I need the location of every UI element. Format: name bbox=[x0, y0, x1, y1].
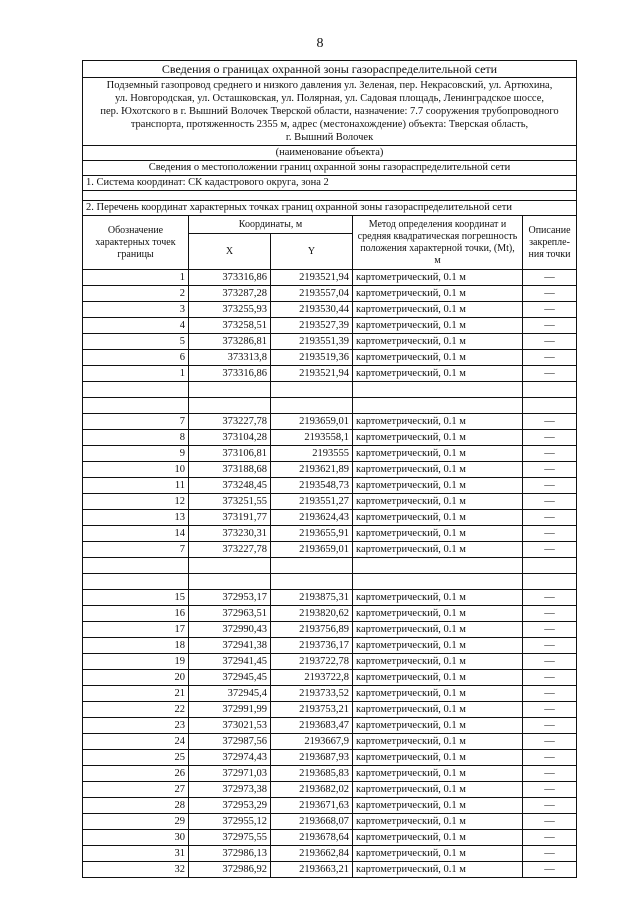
object-description-line: транспорта, протяженность 2355 м, адрес (местонахождение) объекта: Тверская область, bbox=[130, 119, 529, 130]
table-row bbox=[83, 702, 577, 718]
coord-x: 372991,99 bbox=[189, 702, 271, 718]
point-number: 10 bbox=[83, 462, 189, 478]
blank-row bbox=[83, 574, 577, 590]
point-number: 31 bbox=[83, 846, 189, 862]
table-row bbox=[83, 430, 577, 446]
method: картометрический, 0.1 м bbox=[353, 590, 523, 606]
point-description: — bbox=[523, 686, 577, 702]
blank-row bbox=[83, 398, 577, 414]
coord-y: 2193655,91 bbox=[271, 526, 353, 542]
coord-x: 373248,45 bbox=[189, 478, 271, 494]
coord-x: 373316,86 bbox=[189, 366, 271, 382]
point-number: 21 bbox=[83, 686, 189, 702]
coord-x: 373286,81 bbox=[189, 334, 271, 350]
method: картометрический, 0.1 м bbox=[353, 430, 523, 446]
point-description: — bbox=[523, 366, 577, 382]
point-description: — bbox=[523, 654, 577, 670]
point-description: — bbox=[523, 814, 577, 830]
point-number: 4 bbox=[83, 318, 189, 334]
coord-x: 373316,86 bbox=[189, 270, 271, 286]
coord-x: 373287,28 bbox=[189, 286, 271, 302]
coord-y: 2193753,21 bbox=[271, 702, 353, 718]
blank-cell bbox=[353, 558, 523, 574]
table-row bbox=[83, 814, 577, 830]
method: картометрический, 0.1 м bbox=[353, 334, 523, 350]
method: картометрический, 0.1 м bbox=[353, 622, 523, 638]
coord-y: 2193756,89 bbox=[271, 622, 353, 638]
point-description: — bbox=[523, 798, 577, 814]
coord-x: 372945,4 bbox=[189, 686, 271, 702]
object-description-line: г. Вышний Волочек bbox=[285, 132, 374, 143]
method: картометрический, 0.1 м bbox=[353, 606, 523, 622]
protection-zone-sheet bbox=[82, 60, 576, 878]
coord-x: 373251,55 bbox=[189, 494, 271, 510]
location-title: Сведения о местоположении границ охранной зоны газораспределительной сети bbox=[83, 161, 577, 176]
blank-cell bbox=[189, 558, 271, 574]
coord-x: 373230,31 bbox=[189, 526, 271, 542]
point-number: 23 bbox=[83, 718, 189, 734]
point-description: — bbox=[523, 302, 577, 318]
points-list-title: 2. Перечень координат характерных точках границ охранной зоны газораспределительной сети bbox=[83, 201, 577, 216]
method: картометрический, 0.1 м bbox=[353, 798, 523, 814]
method: картометрический, 0.1 м bbox=[353, 414, 523, 430]
point-description: — bbox=[523, 494, 577, 510]
method: картометрический, 0.1 м bbox=[353, 542, 523, 558]
point-description: — bbox=[523, 606, 577, 622]
point-number: 17 bbox=[83, 622, 189, 638]
table-row bbox=[83, 734, 577, 750]
table-row bbox=[83, 862, 577, 878]
object-description bbox=[83, 78, 577, 146]
header-method: Метод определения координат и средняя квадратическая погрешность положения характерной точки, (Mt), м bbox=[353, 216, 523, 270]
blank-cell bbox=[189, 382, 271, 398]
point-number: 29 bbox=[83, 814, 189, 830]
coord-y: 2193678,64 bbox=[271, 830, 353, 846]
coord-y: 2193683,47 bbox=[271, 718, 353, 734]
coord-y: 2193621,89 bbox=[271, 462, 353, 478]
coord-y: 2193555 bbox=[271, 446, 353, 462]
object-name-label: (наименование объекта) bbox=[83, 146, 577, 161]
point-description: — bbox=[523, 750, 577, 766]
point-description: — bbox=[523, 718, 577, 734]
table-row bbox=[83, 654, 577, 670]
section-title: Сведения о границах охранной зоны газораспределительной сети bbox=[83, 61, 577, 78]
method: картометрический, 0.1 м bbox=[353, 830, 523, 846]
method: картометрический, 0.1 м bbox=[353, 766, 523, 782]
coord-y: 2193722,78 bbox=[271, 654, 353, 670]
method: картометрический, 0.1 м bbox=[353, 286, 523, 302]
point-number: 7 bbox=[83, 542, 189, 558]
blank-row bbox=[83, 558, 577, 574]
protection-zone-table bbox=[82, 60, 577, 878]
table-row bbox=[83, 846, 577, 862]
table-row bbox=[83, 286, 577, 302]
point-description: — bbox=[523, 782, 577, 798]
point-number: 12 bbox=[83, 494, 189, 510]
coord-y: 2193820,62 bbox=[271, 606, 353, 622]
blank-cell bbox=[189, 398, 271, 414]
table-row bbox=[83, 350, 577, 366]
blank-row bbox=[83, 382, 577, 398]
coord-y: 2193527,39 bbox=[271, 318, 353, 334]
coord-y: 2193668,07 bbox=[271, 814, 353, 830]
table-row bbox=[83, 462, 577, 478]
blank-cell bbox=[83, 382, 189, 398]
coord-y: 2193667,9 bbox=[271, 734, 353, 750]
table-row bbox=[83, 798, 577, 814]
point-description: — bbox=[523, 334, 577, 350]
table-row bbox=[83, 318, 577, 334]
method: картометрический, 0.1 м bbox=[353, 814, 523, 830]
coord-x: 372975,55 bbox=[189, 830, 271, 846]
coord-y: 2193722,8 bbox=[271, 670, 353, 686]
method: картометрический, 0.1 м bbox=[353, 654, 523, 670]
point-number: 16 bbox=[83, 606, 189, 622]
point-number: 7 bbox=[83, 414, 189, 430]
method: картометрический, 0.1 м bbox=[353, 510, 523, 526]
coord-x: 372987,56 bbox=[189, 734, 271, 750]
table-row bbox=[83, 606, 577, 622]
method: картометрический, 0.1 м bbox=[353, 846, 523, 862]
table-row bbox=[83, 686, 577, 702]
coord-y: 2193682,02 bbox=[271, 782, 353, 798]
point-description: — bbox=[523, 862, 577, 878]
coord-x: 372955,12 bbox=[189, 814, 271, 830]
point-description: — bbox=[523, 830, 577, 846]
point-description: — bbox=[523, 702, 577, 718]
coord-y: 2193557,04 bbox=[271, 286, 353, 302]
method: картометрический, 0.1 м bbox=[353, 350, 523, 366]
point-number: 5 bbox=[83, 334, 189, 350]
point-number: 14 bbox=[83, 526, 189, 542]
point-number: 9 bbox=[83, 446, 189, 462]
table-row bbox=[83, 590, 577, 606]
method: картометрический, 0.1 м bbox=[353, 478, 523, 494]
coord-y: 2193519,36 bbox=[271, 350, 353, 366]
table-row bbox=[83, 638, 577, 654]
point-number: 25 bbox=[83, 750, 189, 766]
point-description: — bbox=[523, 414, 577, 430]
point-number: 1 bbox=[83, 366, 189, 382]
table-row bbox=[83, 478, 577, 494]
coord-x: 372941,38 bbox=[189, 638, 271, 654]
blank-cell bbox=[271, 574, 353, 590]
point-number: 24 bbox=[83, 734, 189, 750]
point-description: — bbox=[523, 670, 577, 686]
table-row bbox=[83, 750, 577, 766]
coord-x: 373227,78 bbox=[189, 414, 271, 430]
header-x: X bbox=[189, 234, 271, 270]
table-row bbox=[83, 414, 577, 430]
point-description: — bbox=[523, 270, 577, 286]
blank-cell bbox=[83, 398, 189, 414]
header-block bbox=[83, 61, 577, 216]
coord-y: 2193551,27 bbox=[271, 494, 353, 510]
blank-cell bbox=[353, 382, 523, 398]
coord-y: 2193659,01 bbox=[271, 414, 353, 430]
spacer-row bbox=[83, 191, 577, 201]
method: картометрический, 0.1 м bbox=[353, 734, 523, 750]
coord-x: 373104,28 bbox=[189, 430, 271, 446]
point-description: — bbox=[523, 734, 577, 750]
points-body bbox=[83, 270, 577, 878]
blank-cell bbox=[523, 558, 577, 574]
blank-cell bbox=[353, 574, 523, 590]
coord-x: 372971,03 bbox=[189, 766, 271, 782]
coord-x: 373258,51 bbox=[189, 318, 271, 334]
method: картометрический, 0.1 м bbox=[353, 750, 523, 766]
coord-x: 372963,51 bbox=[189, 606, 271, 622]
blank-cell bbox=[523, 398, 577, 414]
coord-y: 2193558,1 bbox=[271, 430, 353, 446]
object-description-line: ул. Новгородская, ул. Осташковская, ул. Полярная, ул. Садовая площадь, Ленинградское шоссе, bbox=[115, 93, 544, 104]
point-number: 20 bbox=[83, 670, 189, 686]
coord-y: 2193671,63 bbox=[271, 798, 353, 814]
point-number: 1 bbox=[83, 270, 189, 286]
coord-y: 2193659,01 bbox=[271, 542, 353, 558]
table-row bbox=[83, 302, 577, 318]
point-number: 11 bbox=[83, 478, 189, 494]
point-number: 27 bbox=[83, 782, 189, 798]
point-number: 19 bbox=[83, 654, 189, 670]
coord-y: 2193548,73 bbox=[271, 478, 353, 494]
table-row bbox=[83, 830, 577, 846]
blank-cell bbox=[271, 398, 353, 414]
blank-cell bbox=[271, 382, 353, 398]
method: картометрический, 0.1 м bbox=[353, 638, 523, 654]
coord-x: 372990,43 bbox=[189, 622, 271, 638]
coord-x: 373106,81 bbox=[189, 446, 271, 462]
point-description: — bbox=[523, 478, 577, 494]
point-description: — bbox=[523, 286, 577, 302]
table-row bbox=[83, 510, 577, 526]
point-number: 8 bbox=[83, 430, 189, 446]
coordinate-system: 1. Система координат: СК кадастрового округа, зона 2 bbox=[83, 176, 577, 191]
table-row bbox=[83, 494, 577, 510]
coord-y: 2193685,83 bbox=[271, 766, 353, 782]
coord-x: 373227,78 bbox=[189, 542, 271, 558]
page-number: 8 bbox=[316, 36, 324, 51]
point-description: — bbox=[523, 590, 577, 606]
table-row bbox=[83, 718, 577, 734]
method: картометрический, 0.1 м bbox=[353, 318, 523, 334]
point-number: 28 bbox=[83, 798, 189, 814]
coord-y: 2193624,43 bbox=[271, 510, 353, 526]
point-number: 6 bbox=[83, 350, 189, 366]
coord-y: 2193521,94 bbox=[271, 366, 353, 382]
point-description: — bbox=[523, 526, 577, 542]
coord-x: 373021,53 bbox=[189, 718, 271, 734]
point-description: — bbox=[523, 430, 577, 446]
point-number: 26 bbox=[83, 766, 189, 782]
header-y: Y bbox=[271, 234, 353, 270]
coord-x: 373255,93 bbox=[189, 302, 271, 318]
object-description-line: пер. Юхотского в г. Вышний Волочек Тверской области, назначение: 7.7 сооружения трубопроводного bbox=[100, 106, 559, 117]
coord-y: 2193736,17 bbox=[271, 638, 353, 654]
blank-cell bbox=[523, 382, 577, 398]
coord-x: 372986,92 bbox=[189, 862, 271, 878]
blank-cell bbox=[353, 398, 523, 414]
header-description: Описание закрепле-ния точки bbox=[523, 216, 577, 270]
coord-y: 2193530,44 bbox=[271, 302, 353, 318]
coord-x: 373191,77 bbox=[189, 510, 271, 526]
point-number: 3 bbox=[83, 302, 189, 318]
blank-cell bbox=[83, 558, 189, 574]
blank-cell bbox=[189, 574, 271, 590]
coord-y: 2193663,21 bbox=[271, 862, 353, 878]
coord-x: 372953,29 bbox=[189, 798, 271, 814]
point-description: — bbox=[523, 542, 577, 558]
method: картометрический, 0.1 м bbox=[353, 270, 523, 286]
point-number: 13 bbox=[83, 510, 189, 526]
method: картометрический, 0.1 м bbox=[353, 718, 523, 734]
point-description: — bbox=[523, 318, 577, 334]
coord-y: 2193875,31 bbox=[271, 590, 353, 606]
point-description: — bbox=[523, 846, 577, 862]
table-row bbox=[83, 622, 577, 638]
point-number: 18 bbox=[83, 638, 189, 654]
coord-y: 2193687,93 bbox=[271, 750, 353, 766]
table-row bbox=[83, 446, 577, 462]
method: картометрический, 0.1 м bbox=[353, 862, 523, 878]
coord-y: 2193521,94 bbox=[271, 270, 353, 286]
blank-cell bbox=[83, 574, 189, 590]
coord-x: 372945,45 bbox=[189, 670, 271, 686]
point-description: — bbox=[523, 446, 577, 462]
method: картометрический, 0.1 м bbox=[353, 686, 523, 702]
blank-cell bbox=[271, 558, 353, 574]
method: картометрический, 0.1 м bbox=[353, 670, 523, 686]
coord-x: 372941,45 bbox=[189, 654, 271, 670]
coord-y: 2193551,39 bbox=[271, 334, 353, 350]
point-number: 30 bbox=[83, 830, 189, 846]
object-description-line: Подземный газопровод среднего и низкого давления ул. Зеленая, пер. Некрасовский, ул. Артюхина, bbox=[106, 80, 553, 91]
coord-x: 373313,8 bbox=[189, 350, 271, 366]
table-row bbox=[83, 766, 577, 782]
coord-x: 372974,43 bbox=[189, 750, 271, 766]
point-description: — bbox=[523, 462, 577, 478]
method: картометрический, 0.1 м bbox=[353, 462, 523, 478]
coord-x: 372973,38 bbox=[189, 782, 271, 798]
coord-y: 2193662,84 bbox=[271, 846, 353, 862]
table-row bbox=[83, 526, 577, 542]
table-row bbox=[83, 670, 577, 686]
header-coords: Координаты, м bbox=[189, 216, 353, 234]
table-row bbox=[83, 366, 577, 382]
point-description: — bbox=[523, 622, 577, 638]
blank-cell bbox=[523, 574, 577, 590]
column-headers bbox=[83, 216, 577, 270]
coord-y: 2193733,52 bbox=[271, 686, 353, 702]
point-number: 32 bbox=[83, 862, 189, 878]
method: картометрический, 0.1 м bbox=[353, 302, 523, 318]
point-description: — bbox=[523, 766, 577, 782]
point-description: — bbox=[523, 350, 577, 366]
table-row bbox=[83, 334, 577, 350]
point-description: — bbox=[523, 638, 577, 654]
point-number: 2 bbox=[83, 286, 189, 302]
method: картометрический, 0.1 м bbox=[353, 782, 523, 798]
coord-x: 372986,13 bbox=[189, 846, 271, 862]
method: картометрический, 0.1 м bbox=[353, 494, 523, 510]
point-number: 22 bbox=[83, 702, 189, 718]
point-number: 15 bbox=[83, 590, 189, 606]
method: картометрический, 0.1 м bbox=[353, 526, 523, 542]
table-row bbox=[83, 270, 577, 286]
method: картометрический, 0.1 м bbox=[353, 366, 523, 382]
coord-x: 373188,68 bbox=[189, 462, 271, 478]
point-description: — bbox=[523, 510, 577, 526]
header-point: Обозначение характерных точек границы bbox=[83, 216, 189, 270]
coord-x: 372953,17 bbox=[189, 590, 271, 606]
method: картометрический, 0.1 м bbox=[353, 446, 523, 462]
table-row bbox=[83, 782, 577, 798]
table-row bbox=[83, 542, 577, 558]
method: картометрический, 0.1 м bbox=[353, 702, 523, 718]
